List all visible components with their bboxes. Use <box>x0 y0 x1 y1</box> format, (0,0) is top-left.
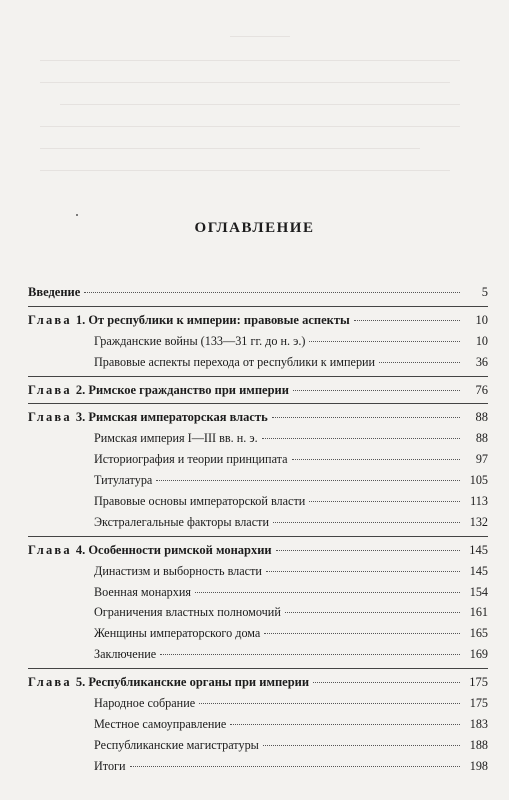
toc-entry-title <box>94 428 258 449</box>
chapter-divider <box>28 376 488 377</box>
entry-label: 4. Особенности римской монархии <box>75 542 272 557</box>
entry-label: Республиканские магистратуры <box>94 737 259 752</box>
dot-leader <box>309 501 460 502</box>
toc-section-entry[interactable] <box>28 352 488 373</box>
page-number: 154 <box>469 584 488 599</box>
toc-entry-title <box>94 602 281 623</box>
page-number: 88 <box>475 410 488 425</box>
dot-leader <box>264 633 460 634</box>
toc-section-entry[interactable] <box>28 756 488 777</box>
entry-label: Женщины императорского дома <box>94 626 261 641</box>
toc-chapter-entry[interactable] <box>28 380 488 401</box>
chapter-prefix: Глава <box>28 410 72 425</box>
page-number: 165 <box>469 626 488 641</box>
page-number: 10 <box>475 312 488 327</box>
dot-leader <box>293 390 460 391</box>
toc-entry-title <box>94 693 195 714</box>
page-number: 36 <box>475 354 488 369</box>
print-speck <box>76 214 78 216</box>
page-number: 88 <box>475 431 488 446</box>
dot-leader <box>313 682 460 683</box>
dot-leader <box>379 362 460 363</box>
entry-label: 3. Римская императорская власть <box>75 410 268 425</box>
dot-leader <box>292 459 460 460</box>
page-number: 183 <box>469 716 488 731</box>
dot-leader <box>309 341 460 342</box>
toc-section-entry[interactable] <box>28 428 488 449</box>
toc-entry-title <box>94 756 126 777</box>
toc-entry-title <box>94 512 269 533</box>
entry-label: Военная монархия <box>94 584 191 599</box>
entry-label: Введение <box>28 285 81 299</box>
entry-label: Ограничения властных полномочий <box>94 605 281 620</box>
toc-chapter-entry[interactable] <box>28 310 488 331</box>
chapter-prefix: Глава <box>28 382 72 397</box>
toc-entry-title <box>28 407 268 428</box>
toc-entry-title <box>94 714 226 735</box>
page-number: 161 <box>469 605 488 620</box>
toc-entry-title <box>28 282 80 303</box>
page-number: 145 <box>469 542 488 557</box>
toc-entry-title <box>28 540 272 561</box>
page-number: 175 <box>469 696 488 711</box>
chapter-prefix: Глава <box>28 542 72 557</box>
toc-entry-title <box>94 491 305 512</box>
toc-entry-title <box>94 735 259 756</box>
bleed-through-area <box>0 0 509 200</box>
page-number: 5 <box>481 285 488 299</box>
dot-leader <box>266 571 460 572</box>
dot-leader <box>160 654 460 655</box>
entry-label: Гражданские войны (133—31 гг. до н. э.) <box>94 333 306 348</box>
toc-section-entry[interactable] <box>28 491 488 512</box>
entry-label: Народное собрание <box>94 696 196 711</box>
toc-section-entry[interactable] <box>28 602 488 623</box>
toc-entry-title <box>28 310 350 331</box>
dot-leader <box>276 550 460 551</box>
toc-entry-title <box>94 561 262 582</box>
toc-entry-title <box>94 623 260 644</box>
dot-leader <box>263 745 460 746</box>
toc-section-entry[interactable] <box>28 714 488 735</box>
entry-label: 1. От республики к империи: правовые аспекты <box>75 312 350 327</box>
page-number: 76 <box>475 382 488 397</box>
page-number: 198 <box>469 758 488 773</box>
toc-chapter-entry[interactable] <box>28 282 488 303</box>
toc-section-entry[interactable] <box>28 693 488 714</box>
toc-entry-title <box>94 449 288 470</box>
page-number: 132 <box>469 514 488 529</box>
toc-section-entry[interactable] <box>28 644 488 665</box>
dot-leader <box>130 766 460 767</box>
chapter-divider <box>28 306 488 307</box>
chapter-prefix: Глава <box>28 312 72 327</box>
table-of-contents <box>28 282 488 777</box>
toc-entry-title <box>94 582 191 603</box>
page-number: 105 <box>469 473 488 488</box>
chapter-divider <box>28 668 488 669</box>
page-number: 97 <box>475 452 488 467</box>
page-number: 113 <box>470 494 488 509</box>
toc-entry-title <box>28 672 309 693</box>
toc-entry-title <box>28 380 289 401</box>
chapter-prefix: Глава <box>28 675 72 690</box>
page-number: 188 <box>469 737 488 752</box>
page-number: 145 <box>469 563 488 578</box>
dot-leader <box>272 417 460 418</box>
entry-label: Историография и теории принципата <box>94 452 288 467</box>
toc-title: ОГЛАВЛЕНИЕ <box>194 220 315 236</box>
chapter-divider <box>28 403 488 404</box>
entry-label: 5. Республиканские органы при империи <box>75 675 310 690</box>
dot-leader <box>199 703 460 704</box>
toc-section-entry[interactable] <box>28 331 488 352</box>
toc-section-entry[interactable] <box>28 735 488 756</box>
page-number: 169 <box>469 647 488 662</box>
dot-leader <box>273 522 460 523</box>
dot-leader <box>354 320 460 321</box>
dot-leader <box>285 612 460 613</box>
entry-label: Правовые основы императорской власти <box>94 494 306 509</box>
entry-label: Титулатура <box>94 473 153 488</box>
dot-leader <box>195 592 460 593</box>
entry-label: Местное самоуправление <box>94 716 227 731</box>
dot-leader <box>156 480 460 481</box>
toc-chapter-entry[interactable] <box>28 407 488 428</box>
page-number: 10 <box>475 333 488 348</box>
toc-section-entry[interactable] <box>28 470 488 491</box>
dot-leader <box>262 438 460 439</box>
entry-label: Итоги <box>94 758 126 773</box>
entry-label: Римская империя I—III вв. н. э. <box>94 431 258 446</box>
entry-label: Экстралегальные факторы власти <box>94 514 269 529</box>
entry-label: Династизм и выборность власти <box>94 563 262 578</box>
toc-entry-title <box>94 470 152 491</box>
entry-label: Заключение <box>94 647 157 662</box>
toc-chapter-entry[interactable] <box>28 672 488 693</box>
dot-leader <box>230 724 460 725</box>
entry-label: 2. Римское гражданство при империи <box>75 382 289 397</box>
page-number: 175 <box>469 675 488 690</box>
chapter-divider <box>28 536 488 537</box>
dot-leader <box>84 292 460 293</box>
toc-entry-title <box>94 331 305 352</box>
entry-label: Правовые аспекты перехода от республики к империи <box>94 354 376 369</box>
toc-section-entry[interactable] <box>28 582 488 603</box>
toc-chapter-entry[interactable] <box>28 540 488 561</box>
toc-section-entry[interactable] <box>28 512 488 533</box>
toc-section-entry[interactable] <box>28 449 488 470</box>
toc-entry-title <box>94 352 375 373</box>
toc-section-entry[interactable] <box>28 561 488 582</box>
toc-entry-title <box>94 644 156 665</box>
toc-section-entry[interactable] <box>28 623 488 644</box>
